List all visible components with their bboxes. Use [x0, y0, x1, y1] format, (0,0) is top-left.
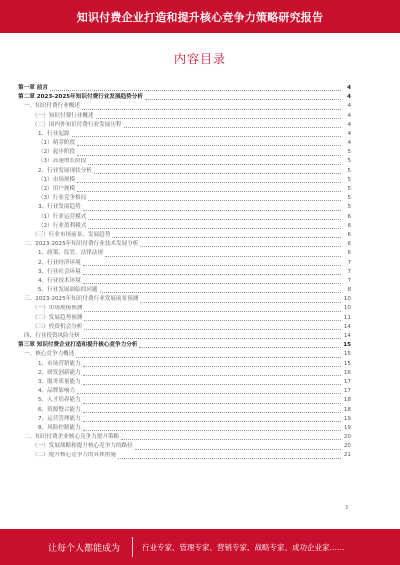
toc-entry[interactable]	[18, 249, 351, 258]
toc-heading: 内容目录	[173, 52, 226, 66]
toc-entry[interactable]	[18, 360, 351, 369]
toc-leader-dots	[83, 412, 341, 413]
toc-leader-dots	[124, 127, 341, 128]
toc-entry-page: 19	[343, 424, 351, 431]
toc-entry-page: 20	[343, 443, 351, 450]
toc-entry-title: 一、核心竞争力概述	[24, 351, 75, 358]
toc-entry-page: 14	[343, 323, 351, 330]
toc-leader-dots	[84, 311, 341, 312]
toc-entry[interactable]	[18, 185, 351, 194]
toc-entry-page: 21	[343, 452, 351, 459]
toc-entry[interactable]	[18, 158, 351, 167]
toc-entry-page: 5	[347, 149, 351, 156]
toc-entry-title: （二）国内外知识付费行业发展历程	[32, 121, 122, 128]
toc-leader-dots	[94, 173, 341, 174]
footer-banner	[0, 529, 400, 565]
toc-entry[interactable]	[18, 240, 351, 249]
toc-entry[interactable]	[18, 415, 351, 424]
toc-leader-dots	[88, 200, 341, 201]
toc-entry-page: 4	[347, 112, 351, 119]
toc-entry[interactable]	[18, 222, 351, 231]
toc-entry-page: 4	[347, 94, 351, 101]
toc-entry-page: 6	[347, 231, 351, 238]
toc-entry-title: 2、研发创新能力	[38, 369, 81, 376]
toc-entry-title: （3）高速增长阶段	[38, 158, 87, 165]
toc-entry-title: 四、行业投资风险分析	[24, 333, 80, 340]
toc-entry-title: 第三章 知识付费企业打造和提升核心竞争力分析	[18, 342, 138, 349]
toc-entry-title: 二、知识付费企业核心竞争力提升策略	[24, 434, 120, 441]
toc-entry-title: 二、2023-2025年知识付费行业技术发展分析	[24, 241, 139, 248]
toc-entry[interactable]	[18, 213, 351, 222]
toc-leader-dots	[83, 210, 341, 211]
toc-entry-page: 10	[343, 305, 351, 312]
toc-entry[interactable]	[18, 268, 351, 277]
toc-entry[interactable]	[18, 305, 351, 314]
toc-entry-page: 15	[343, 360, 351, 367]
toc-entry[interactable]	[18, 259, 351, 268]
toc-entry-page: 5	[347, 158, 351, 165]
report-title: 知识付费企业打造和提升核心竞争力策略研究报告	[76, 11, 324, 24]
toc-entry-title: 6、资源整合能力	[38, 406, 81, 413]
toc-leader-dots	[77, 393, 341, 394]
toc-entry-title: （2）起步阶段	[38, 149, 76, 156]
toc-entry-title: （一）知识付费行业概述	[32, 112, 94, 119]
toc-entry-page: 4	[347, 84, 351, 91]
toc-entry[interactable]	[18, 112, 351, 121]
toc-entry[interactable]	[18, 378, 351, 387]
toc-leader-dots	[77, 155, 341, 156]
toc-entry-title: 7、运营管理能力	[38, 415, 81, 422]
toc-entry-page: 15	[343, 342, 351, 349]
toc-entry[interactable]	[18, 277, 351, 286]
toc-entry[interactable]	[18, 167, 351, 176]
toc-entry-page: 20	[343, 434, 351, 441]
toc-leader-dots	[83, 375, 341, 376]
toc-entry-page: 8	[347, 287, 351, 294]
toc-entry-title: 3、行业社会环境	[38, 268, 81, 275]
toc-entry-page: 14	[343, 333, 351, 340]
footer-divider	[132, 537, 133, 557]
toc-entry-page: 19	[343, 415, 351, 422]
toc-entry[interactable]	[18, 341, 351, 350]
toc-leader-dots	[82, 109, 341, 110]
toc-entry-page: 5	[347, 204, 351, 211]
toc-entry-title: 2、行业经济环境	[38, 259, 81, 266]
toc-leader-dots	[77, 191, 341, 192]
toc-entry[interactable]	[18, 139, 351, 148]
toc-entry-page: 6	[347, 250, 351, 257]
toc-leader-dots	[83, 283, 341, 284]
footer-slogan: 让每个人都能成为	[48, 544, 121, 554]
toc-leader-dots	[88, 228, 341, 229]
toc-leader-dots	[83, 265, 341, 266]
toc-entry[interactable]	[18, 332, 351, 341]
toc-entry-title: （2）行业盈利模式	[38, 222, 87, 229]
toc-leader-dots	[83, 403, 341, 404]
toc-leader-dots	[139, 347, 341, 348]
toc-entry-title: 5、人才培养能力	[38, 397, 81, 404]
table-of-contents	[18, 84, 351, 461]
toc-entry-page: 5	[347, 176, 351, 183]
toc-entry[interactable]	[18, 102, 351, 111]
toc-entry[interactable]	[18, 194, 351, 203]
toc-entry-title: 3、行业发展趋势	[38, 204, 81, 211]
toc-leader-dots	[140, 246, 341, 247]
toc-leader-dots	[83, 366, 341, 367]
toc-entry-title: 8、风险控制能力	[38, 424, 81, 431]
toc-leader-dots	[77, 145, 341, 146]
toc-leader-dots	[100, 292, 342, 293]
toc-entry[interactable]	[18, 121, 351, 130]
toc-entry-page: 18	[343, 406, 351, 413]
toc-entry-page: 5	[347, 195, 351, 202]
toc-entry-title: 4、品牌影响力	[38, 388, 76, 395]
toc-entry[interactable]	[18, 314, 351, 323]
toc-entry-page: 6	[347, 213, 351, 220]
toc-entry-title: 三、2023-2025年知识付费行业发展前景预测	[24, 296, 139, 303]
toc-entry-title: （1）萌芽阶段	[38, 140, 76, 147]
toc-entry-title: 2、行业发展现状分析	[38, 167, 92, 174]
toc-leader-dots	[84, 329, 341, 330]
toc-entry-title: 5、行业发展面临的问题	[38, 287, 98, 294]
toc-entry-page: 7	[347, 268, 351, 275]
page-number: 3	[344, 505, 348, 511]
toc-leader-dots	[76, 357, 341, 358]
toc-entry-page: 4	[347, 103, 351, 110]
toc-entry[interactable]	[18, 442, 351, 451]
toc-entry-title: （3）行业竞争格局	[38, 195, 87, 202]
toc-leader-dots	[88, 219, 341, 220]
toc-entry-title: 3、服务质量能力	[38, 378, 81, 385]
toc-entry-page: 5	[347, 167, 351, 174]
toc-entry[interactable]	[18, 387, 351, 396]
toc-entry[interactable]	[18, 396, 351, 405]
toc-leader-dots	[121, 439, 341, 440]
toc-entry[interactable]	[18, 433, 351, 442]
toc-entry-title: （2）用户规模	[38, 186, 76, 193]
toc-leader-dots	[83, 384, 341, 385]
toc-entry[interactable]	[18, 350, 351, 359]
toc-entry-page: 4	[347, 140, 351, 147]
toc-leader-dots	[82, 338, 341, 339]
toc-entry-title: （1）行业运营模式	[38, 213, 87, 220]
toc-entry[interactable]	[18, 424, 351, 433]
toc-leader-dots	[83, 274, 341, 275]
toc-entry-title: 第二章 2023-2025年知识付费行业发展趋势分析	[18, 94, 143, 101]
toc-entry[interactable]	[18, 231, 351, 240]
toc-entry[interactable]	[18, 176, 351, 185]
toc-entry-title: 一、知识付费行业概述	[24, 103, 80, 110]
toc-leader-dots	[83, 430, 341, 431]
toc-entry[interactable]	[18, 148, 351, 157]
toc-entry-title: 第一章 前言	[18, 84, 48, 91]
footer-tagline: 行业专家、管理专家、营销专家、战略专家、成功企业家……	[142, 543, 345, 552]
toc-leader-dots	[105, 256, 341, 257]
toc-entry-title: （三）行业市场前景、发展趋势	[32, 231, 111, 238]
toc-leader-dots	[77, 182, 341, 183]
toc-entry-title: （一）发展战略和提升核心竞争力的路径	[32, 443, 133, 450]
toc-leader-dots	[135, 449, 341, 450]
toc-leader-dots	[96, 118, 341, 119]
toc-entry-title: （一）市场规模预测	[32, 305, 83, 312]
toc-entry-title: （三）投资机会分析	[32, 323, 83, 330]
toc-leader-dots	[50, 90, 341, 91]
toc-entry[interactable]	[18, 323, 351, 332]
toc-entry-title: 4、行业技术环境	[38, 277, 81, 284]
toc-entry-page: 15	[343, 351, 351, 358]
toc-entry-title: 1、市场营销能力	[38, 360, 81, 367]
toc-leader-dots	[84, 320, 341, 321]
toc-entry-title: （二）提升核心竞争力的具体措施	[32, 452, 116, 459]
toc-entry-page: 6	[347, 222, 351, 229]
toc-entry-page: 18	[343, 397, 351, 404]
toc-entry-page: 11	[343, 314, 351, 321]
toc-entry-page: 17	[343, 388, 351, 395]
toc-entry-page: 5	[347, 186, 351, 193]
toc-entry[interactable]	[18, 203, 351, 212]
toc-entry[interactable]	[18, 130, 351, 139]
toc-entry-page: 16	[343, 369, 351, 376]
toc-entry-page: 4	[347, 121, 351, 128]
toc-entry-title: （1）市场规模	[38, 176, 76, 183]
toc-leader-dots	[145, 99, 341, 100]
toc-entry[interactable]	[18, 295, 351, 304]
toc-entry[interactable]	[18, 93, 351, 102]
toc-leader-dots	[140, 302, 341, 303]
toc-entry[interactable]	[18, 286, 351, 295]
toc-entry-title: （二）发展趋势预测	[32, 314, 83, 321]
toc-entry-page: 17	[343, 378, 351, 385]
toc-entry-page: 6	[347, 241, 351, 248]
toc-entry[interactable]	[18, 84, 351, 93]
toc-entry-title: 1、行业起源	[38, 130, 70, 137]
toc-entry-page: 7	[347, 259, 351, 266]
toc-entry-page: 4	[347, 130, 351, 137]
toc-leader-dots	[118, 458, 341, 459]
toc-leader-dots	[88, 164, 341, 165]
toc-entry[interactable]	[18, 452, 351, 461]
toc-entry-page: 7	[347, 277, 351, 284]
toc-entry-page: 10	[343, 296, 351, 303]
toc-leader-dots	[83, 421, 341, 422]
toc-leader-dots	[112, 237, 341, 238]
toc-leader-dots	[72, 136, 341, 137]
toc-entry-title: 1、政策、监管、法律法规	[38, 250, 104, 257]
header-banner	[0, 0, 400, 33]
toc-entry[interactable]	[18, 406, 351, 415]
toc-entry[interactable]	[18, 369, 351, 378]
